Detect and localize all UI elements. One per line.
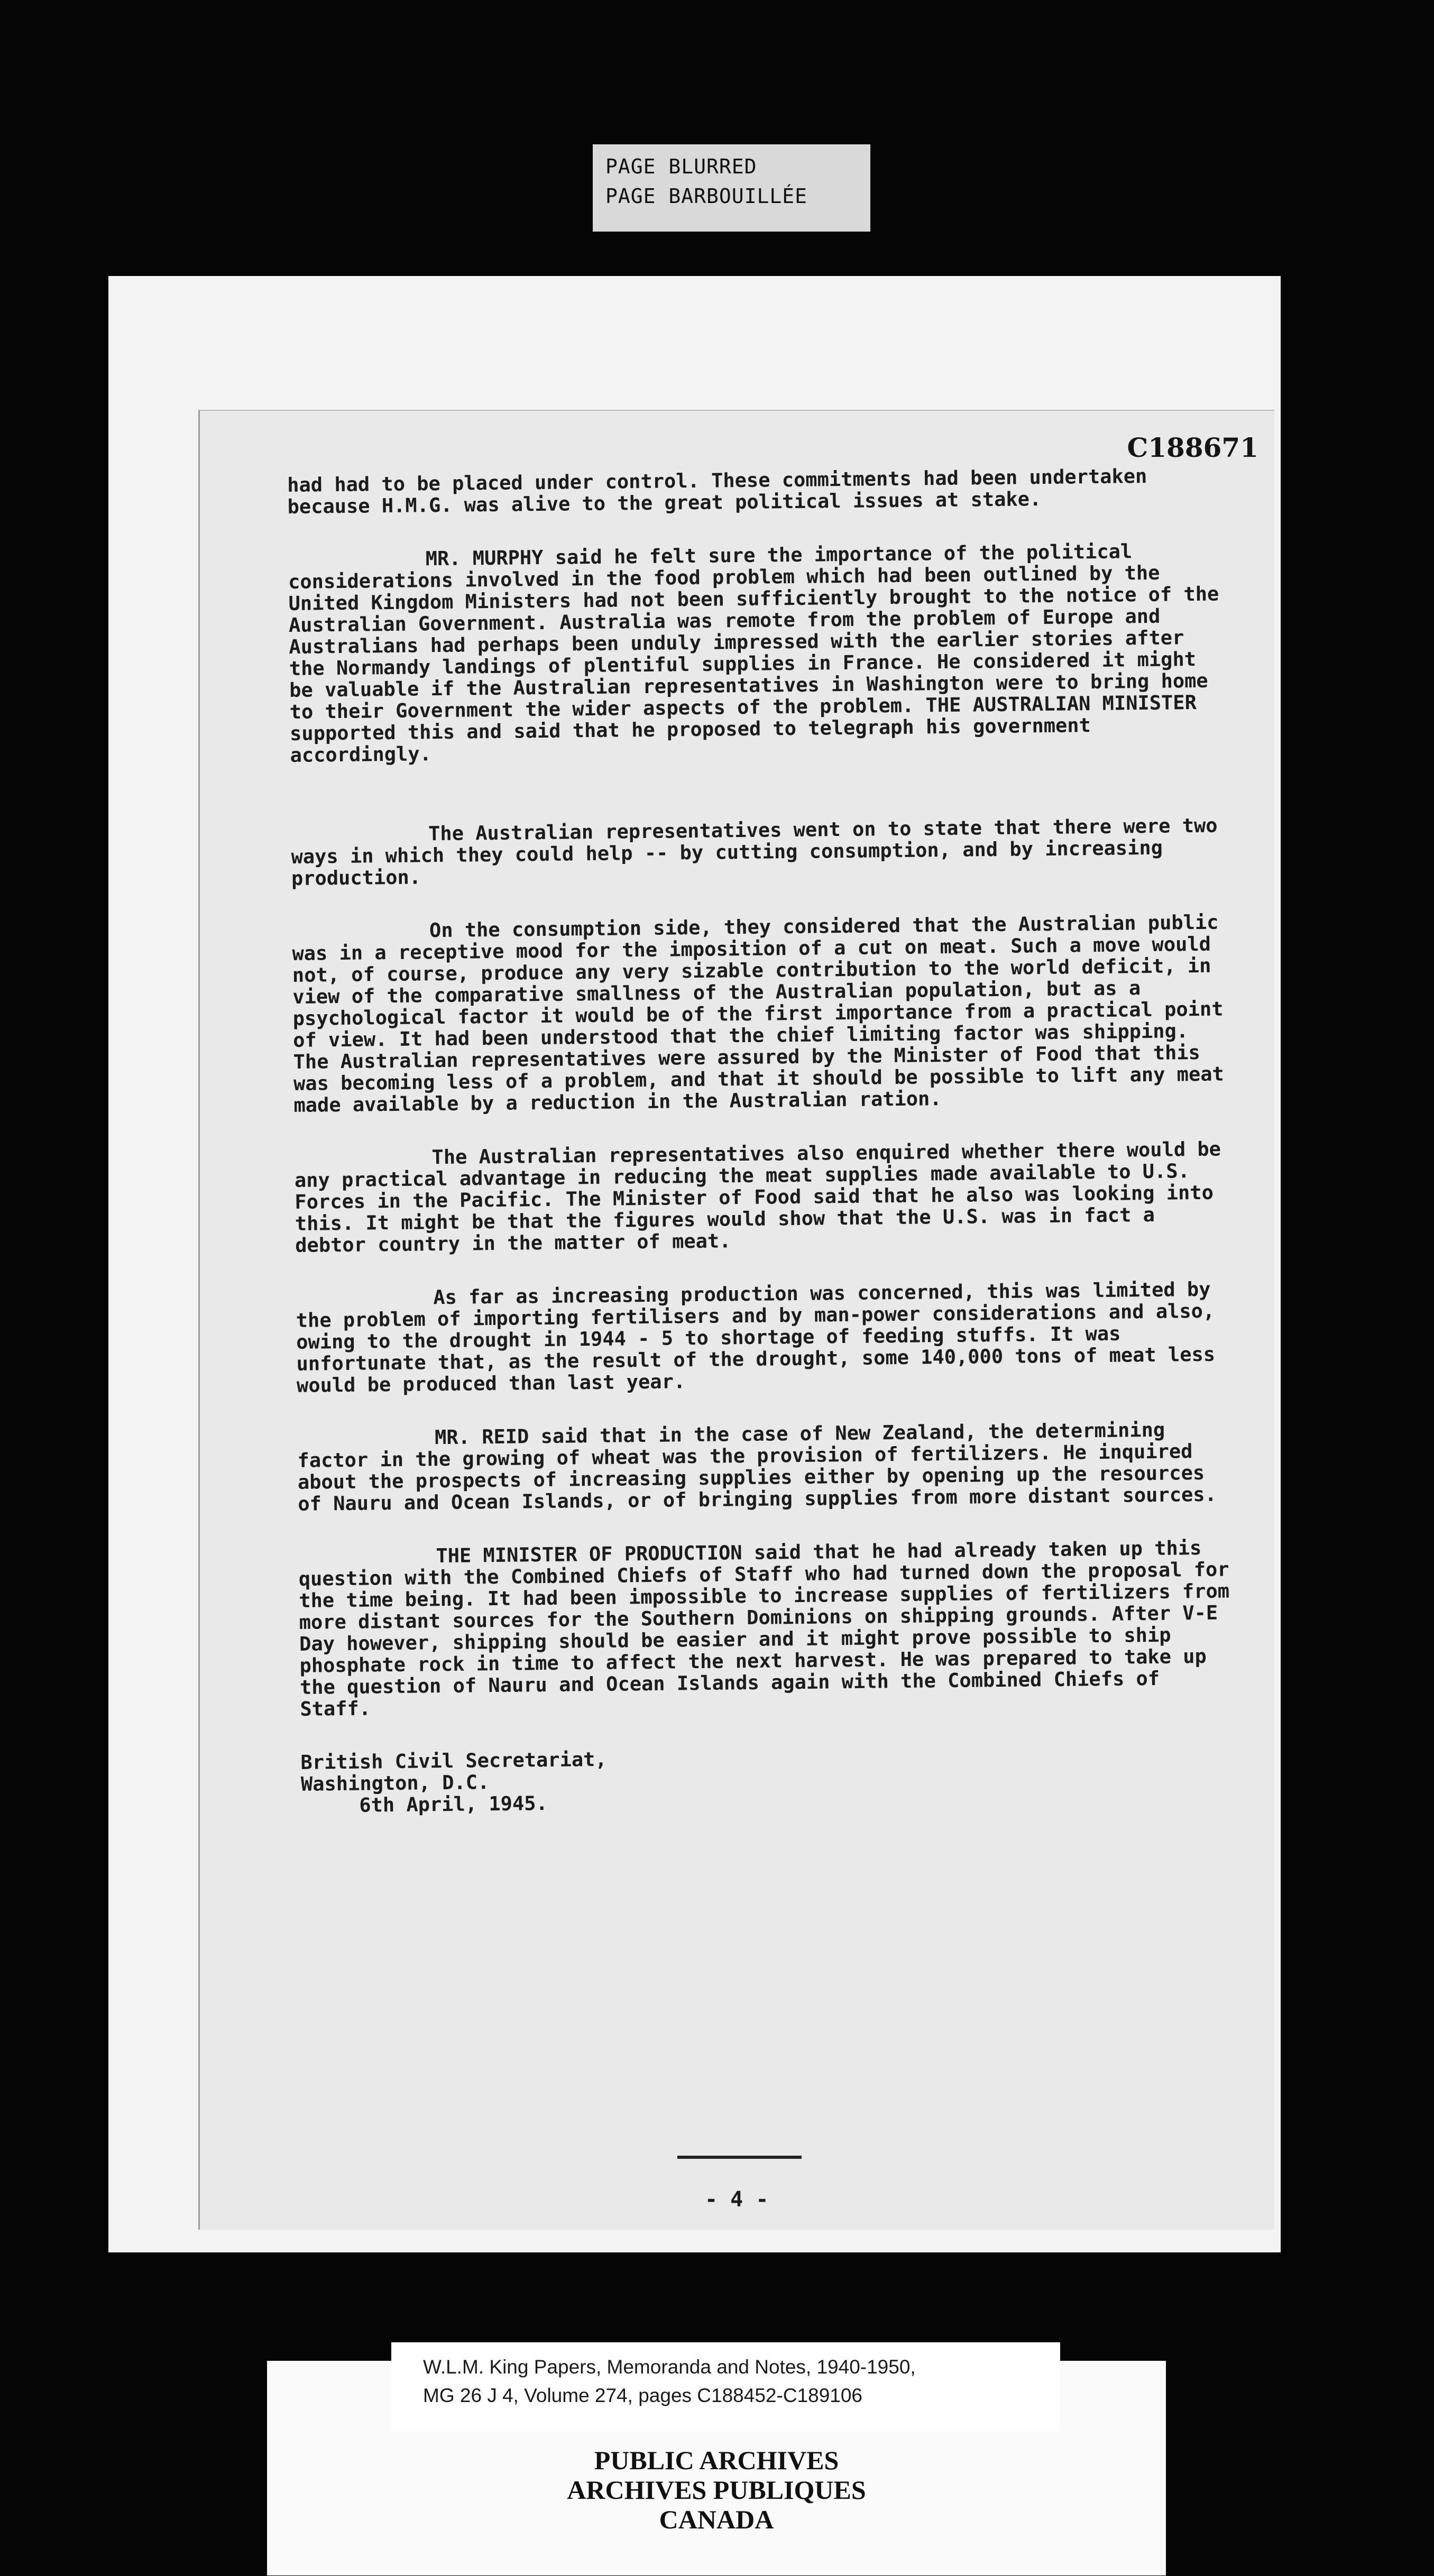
paragraph-7: MR. REID said that in the case of New Zealand, the determining factor in the growing of wheat was the provision of fertilizers. He inquired about the prospects of increasing supplies either by opening up the resources of Nauru and Ocean Islands, or of bringing supplies from more distant sources. <box>297 1418 1217 1515</box>
paragraph-8: THE MINISTER OF PRODUCTION said that he had already taken up this question with the Combined Chiefs of Staff who had turned down the proposal for the time being. It had been impossible to increase supplies of fertilizers from more distant sources for the Southern Dominions on shipping grounds. After V-E Day however, shipping should be easier and it might prove possible to ship phosphate rock in time to affect the next harvest. He was prepared to take up the question of Nauru and Ocean Islands again with the Combined Chiefs of Staff. <box>298 1537 1230 1721</box>
signature-line-2: Washington, D.C. <box>300 1771 490 1796</box>
document-body <box>287 464 1242 1817</box>
stamp-line-1: PAGE BLURRED <box>605 155 757 178</box>
collection-reference <box>391 2342 1060 2431</box>
archive-name-french: ARCHIVES PUBLIQUES <box>567 2475 866 2505</box>
paragraph-2: MR. MURPHY said he felt sure the importance of the political considerations involved in the food problem which had been outlined by the United Kingdom Ministers had not been sufficiently brought to the notice of the Australian Government. Australia was remote from the problem of Europe and Australians had perhaps been unduly impressed with the earlier stories after the Normandy landings of plentiful supplies in France. He considered it might be valuable if the Australian representatives in Washington were to bring home to their Government the wider aspects of the problem. THE AUSTRALIAN MINISTER supported this and said that he proposed to telegraph his government accordingly. <box>288 540 1219 767</box>
paragraph-5: The Australian representatives also enquired whether there would be any practical advantage in reducing the meat supplies made available to U.S. Forces in the Pacific. The Minister of Food said that he also was looking into this. It might be that the figures would show that the U.S. was in fact a debtor country in the matter of meat. <box>294 1137 1221 1257</box>
archive-institution <box>267 2445 1166 2534</box>
signature-date: 6th April, 1945. <box>359 1791 548 1817</box>
paragraph-6: As far as increasing production was concerned, this was limited by the problem of importing fertilisers and by man-power considerations and also, owing to the drought in 1944 - 5 to shortage of feeding stuffs. It was unfortunate that, as the result of the drought, some 140,000 tons of meat less would be produced than last year. <box>296 1277 1216 1397</box>
paragraph-4: On the consumption side, they considered that the Australian public was in a receptive mood for the imposition of a cut on meat. Such a move would not, of course, produce any very sizable contribution to the world deficit, in view of the comparative smallness of the Australian population, but as a psychological factor it would be of the first importance from a practical point of view. It had been understood that the chief limiting factor was shipping. The Australian representatives were assured by the Minister of Food that this was becoming less of a problem, and that it should be possible to lift any meat made available by a reduction in the Australian ration. <box>292 910 1224 1117</box>
collection-line-1: W.L.M. King Papers, Memoranda and Notes, 1940-1950, <box>423 2356 916 2378</box>
separator-rule <box>677 2156 802 2159</box>
page-blurred-stamp <box>593 144 870 232</box>
signature-line-1: British Civil Secretariat, <box>300 1747 607 1774</box>
archive-country: CANADA <box>659 2505 774 2534</box>
document-page <box>198 410 1274 2230</box>
signature-block <box>300 1742 1242 1817</box>
page-number: - 4 - <box>705 2187 769 2212</box>
collection-line-2: MG 26 J 4, Volume 274, pages C188452-C189106 <box>423 2385 863 2406</box>
archive-label <box>267 2356 1166 2575</box>
reference-number: C188671 <box>1127 432 1258 463</box>
paragraph-1: had had to be placed under control. These commitments had been undertaken because H.M.G. was alive to the great political issues at stake. <box>287 464 1147 518</box>
archive-name-english: PUBLIC ARCHIVES <box>594 2445 839 2475</box>
paragraph-3: The Australian representatives went on to state that there were two ways in which they could help -- by cutting consumption, and by increasing production. <box>291 814 1218 890</box>
stamp-line-2: PAGE BARBOUILLÉE <box>605 185 808 208</box>
